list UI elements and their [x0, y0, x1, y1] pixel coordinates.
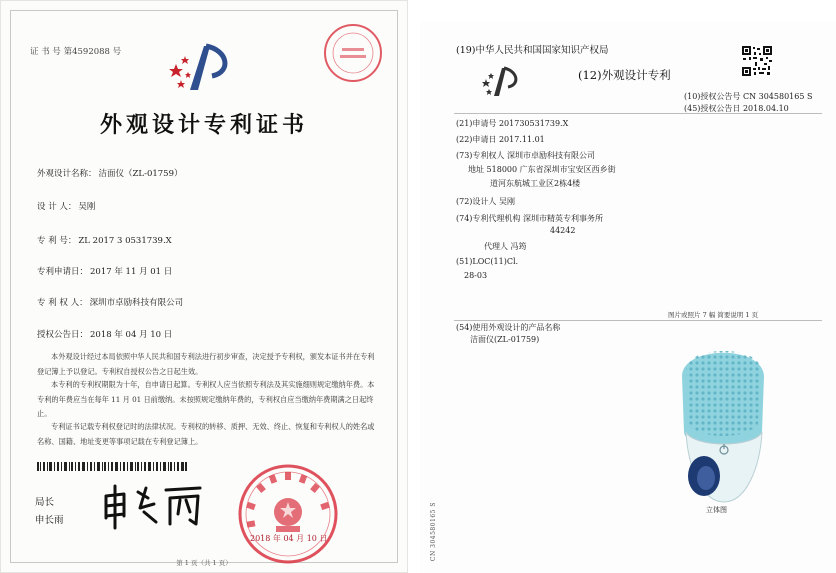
seal-date: 2018 年 04 月 10 日 [250, 534, 328, 543]
certificate-page-footer: 第 1 页（共 1 页） [176, 559, 232, 567]
item-agency: (74)专利代理机构 深圳市精英专利事务所 [456, 214, 603, 223]
top-seal-icon [322, 22, 384, 84]
field-patentee: 专 利 权 人： 深圳市卓励科技有限公司 [37, 298, 184, 308]
certificate-paragraph-1: 本外观设计经过本局依照中华人民共和国专利法进行初步审查，决定授予专利权，颁发本证书并在专利登记簿上予以登记。专利权自授权公告之日起生效。 [37, 352, 375, 376]
product-heading: (54)使用外观设计的产品名称 [456, 323, 561, 332]
qr-code-icon [742, 46, 772, 76]
cnipa-small-emblem-icon [480, 66, 524, 98]
certificate-title: 外观设计专利证书 [99, 112, 308, 138]
item-agent: 代理人 冯筠 [484, 242, 527, 251]
certificate-barcode [37, 462, 187, 471]
item-agency-code: 44242 [550, 226, 576, 235]
official-red-seal-icon [236, 462, 340, 566]
certificate-number: 证 书 号 第4592088 号 [30, 47, 122, 57]
field-design-name: 外观设计名称： 洁面仪（ZL-01759） [37, 169, 183, 179]
field-application-date: 专利申请日： 2017 年 11 月 01 日 [37, 267, 173, 277]
item-patentee: (73)专利权人 深圳市卓励科技有限公司 [456, 151, 595, 160]
item-application-date: (22)申请日 2017.11.01 [456, 135, 545, 144]
field-patent-number: 专 利 号： ZL 2017 3 0531739.X [37, 236, 172, 246]
vertical-publication-code: CN 304580165 S [430, 502, 437, 562]
item-address-continued: 道河东航城工业区2栋4楼 [490, 179, 581, 188]
handwritten-signature-icon [100, 482, 210, 530]
page-stats: 图片或照片 7 幅 简要说明 1 页 [668, 311, 759, 319]
view-caption: 立体图 [706, 506, 727, 514]
signature-title: 局长 [35, 497, 55, 508]
item-loc-class-value: 28-03 [464, 271, 488, 280]
item-address: 地址 518000 广东省深圳市宝安区西乡街 [468, 165, 616, 174]
patent-publication-page [420, 22, 836, 573]
publication-number: (10)授权公告号 CN 304580165 S [684, 92, 813, 101]
item-loc-class: (51)LOC(11)Cl. [456, 257, 519, 266]
office-header: (19)中华人民共和国国家知识产权局 [456, 45, 609, 56]
field-grant-date: 授权公告日： 2018 年 04 月 10 日 [37, 330, 173, 340]
header-rule [454, 113, 822, 114]
publication-type-title: (12)外观设计专利 [578, 68, 671, 82]
item-application-number: (21)申请号 201730531739.X [456, 119, 569, 128]
patent-certificate [0, 0, 408, 573]
publication-date: (45)授权公告日 2018.04.10 [684, 104, 789, 113]
section-rule [454, 320, 822, 321]
cnipa-emblem-icon [168, 42, 238, 94]
product-name: 洁面仪(ZL-01759) [470, 335, 540, 344]
field-designer: 设 计 人： 吴刚 [37, 202, 96, 212]
certificate-paragraph-3: 专利证书记载专利权登记时的法律状况。专利权的转移、质押、无效、终止、恢复和专利权人的姓名或名称、国籍、地址变更等事项记载在专利登记簿上。 [37, 422, 375, 446]
signature-name: 申长雨 [35, 515, 64, 526]
product-perspective-view [664, 336, 780, 504]
certificate-paragraph-2: 本专利的专利权期限为十年，自申请日起算。专利权人应当依照专利法及其实施细则规定缴纳年费。本专利的年费应当在每年 11 月 01 日前缴纳。未按照规定缴纳年费的，专利权自应当缴纳年费期满之日起终止。 [37, 380, 375, 418]
item-designer: (72)设计人 吴刚 [456, 197, 515, 206]
